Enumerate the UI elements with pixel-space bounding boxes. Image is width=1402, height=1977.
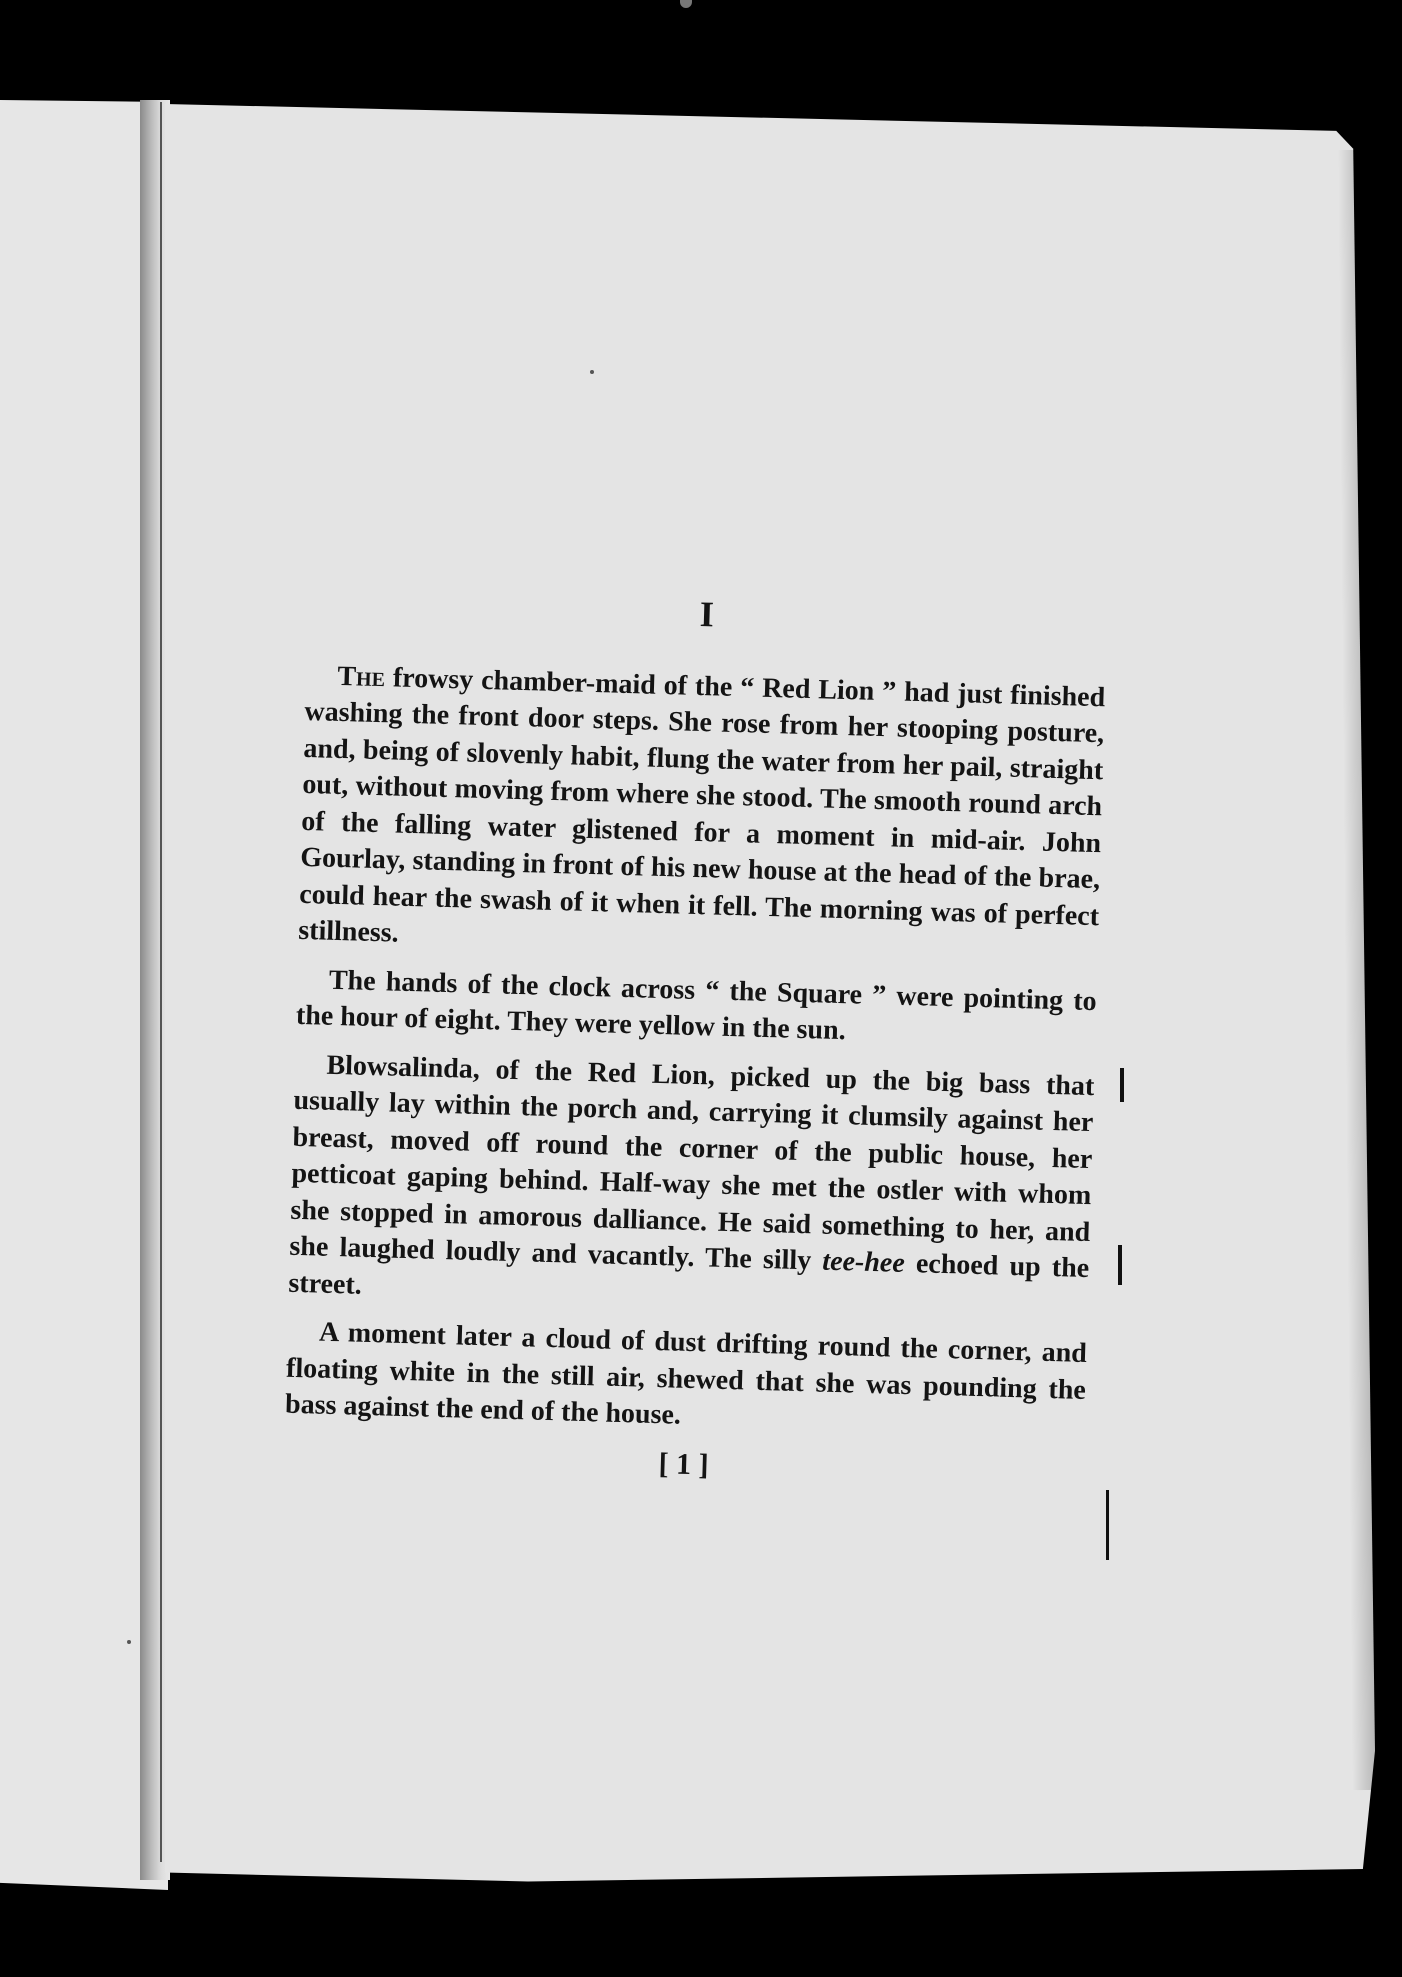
- paragraph-text: frowsy chamber-maid of the “ Red Lion ” had just finished washing the front door steps. She rose from her stooping posture, and, being of slovenly habit, flung the water from her pail, straight out, without moving from where she stood. The smooth round arch of the falling water glistened for a moment in mid-air. John Gourlay, standing in front of his new house at the head of the brae, could hear the swash of it when it fell. The morning was of perfect stillness.: [297, 661, 1106, 949]
- paragraph-1: [298, 657, 1106, 971]
- chapter-number: I: [699, 593, 716, 635]
- speck: [127, 1640, 131, 1644]
- paragraph-2: The hands of the clock across “ the Square ” were pointing to the hour of eight. They were yellow in the sun.: [295, 964, 1098, 1047]
- margin-mark: [1106, 1490, 1109, 1560]
- gutter-line: [160, 102, 162, 1862]
- paragraph-lead-word: The: [337, 660, 386, 693]
- paragraph-text: Blowsalinda, of the Red Lion, picked up the big bass that usually lay within the porch and, carrying it clumsily against her breast, moved off round the corner of the public house, her petticoat gaping behind. Half-way she met the ostler with whom she stopped in amorous dalliance. He said something to her, and she laughed loudly and vacantly. The silly: [289, 1049, 1095, 1277]
- italic-phrase: tee-hee: [821, 1245, 906, 1279]
- speck: [590, 370, 594, 374]
- paragraph-text: echoed up the street.: [288, 1247, 1090, 1301]
- paragraph-4: A moment later a cloud of dust drifting round the corner, and floating white in the still air, shewed that she was pounding the bass against the end of the house.: [284, 1316, 1088, 1431]
- paragraph-3: [288, 1046, 1095, 1324]
- margin-mark: [1118, 1245, 1122, 1285]
- margin-mark: [1120, 1068, 1124, 1102]
- scan-artifact: [680, 0, 692, 8]
- page-text-block: [283, 585, 1107, 1494]
- page-number: [ 1 ]: [658, 1446, 710, 1482]
